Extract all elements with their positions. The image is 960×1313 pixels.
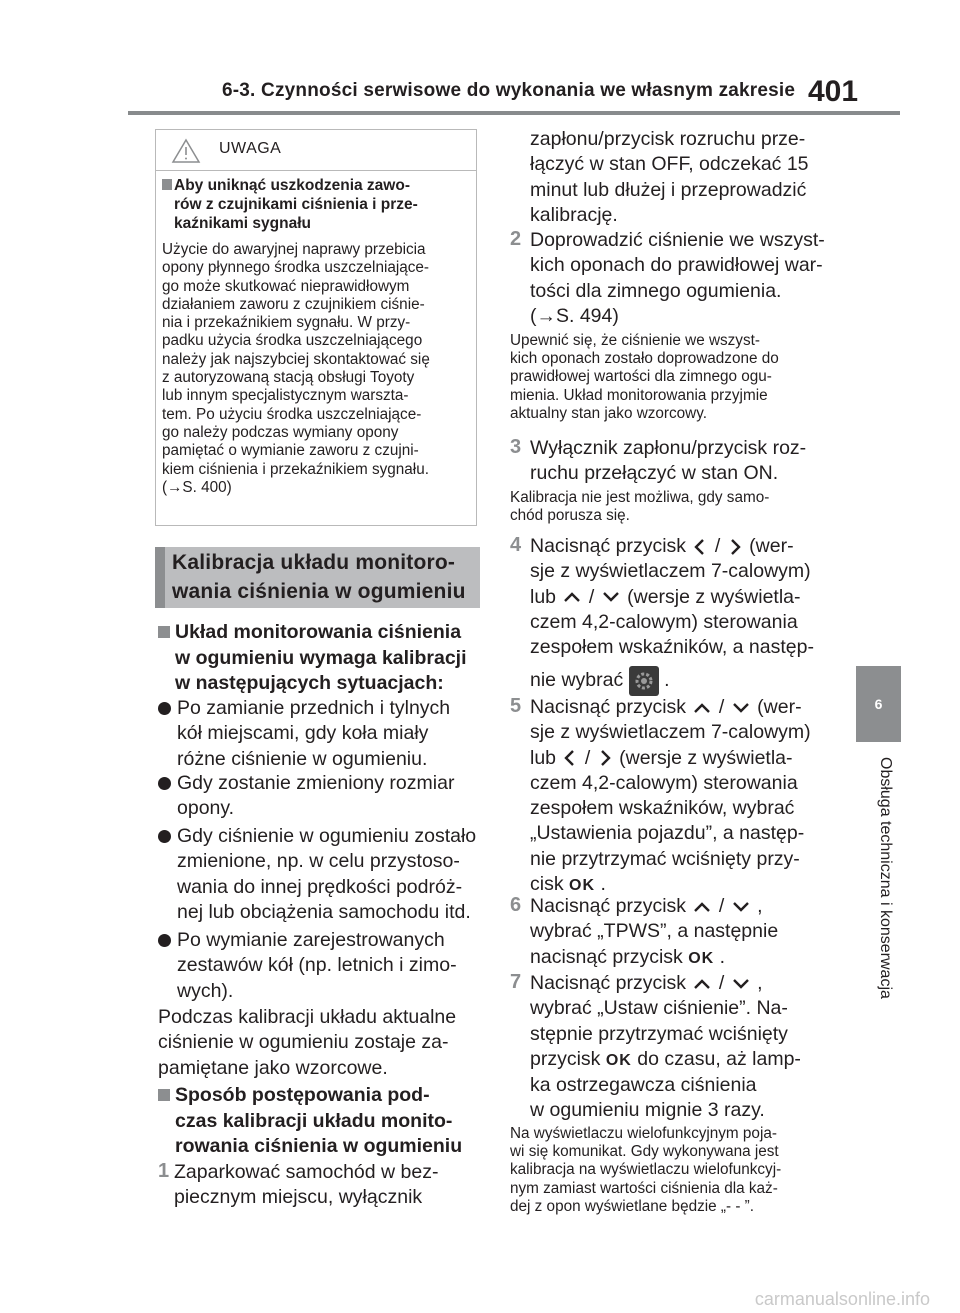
warning-body-line: opony płynnego środka uszczelniające-: [162, 259, 430, 277]
step-text: lub: [530, 746, 557, 769]
step-7-note: [510, 1125, 860, 1216]
list-item: [158, 928, 483, 1004]
step-text: .: [600, 873, 606, 896]
warning-body-line: nia i przekaźnikiem sygnału. W przy-: [162, 314, 411, 332]
list-item-line: Gdy zostanie zmieniony rozmiar: [177, 772, 455, 794]
slash-text: /: [714, 535, 721, 557]
header-rule: [128, 111, 900, 115]
slash-text: /: [718, 972, 725, 994]
subheading-line: rowania ciśnienia w ogumieniu: [175, 1135, 463, 1157]
step-line: Doprowadzić ciśnienie we wszyst-: [530, 229, 825, 251]
step-number: 1: [158, 1160, 170, 1182]
step-text: .: [664, 669, 670, 692]
list-item-line: różne ciśnienie w ogumieniu.: [177, 747, 428, 770]
step-text: Nacisnąć przycisk: [530, 535, 687, 557]
step-line: (→S. 494): [530, 304, 619, 327]
warning-body-line: działaniem zaworu z czujnikiem ciśnie-: [162, 295, 425, 313]
subheading-line: w ogumieniu wymaga kalibracji: [175, 646, 467, 669]
list-item-line: wych).: [177, 979, 234, 1002]
step-line: sje z wyświetlaczem 7-calowym): [530, 721, 811, 744]
step-line: stępnie przytrzymać wciśnięty: [530, 1022, 788, 1045]
step-line: sje z wyświetlaczem 7-calowym): [530, 560, 811, 583]
square-bullet-icon: [158, 1089, 170, 1101]
chevron-up-icon: [691, 899, 713, 915]
chapter-tab-title: Obsługa techniczna i konserwacja: [877, 757, 894, 999]
step-text: przycisk: [530, 1047, 601, 1070]
step-line: wybrać „Ustaw ciśnienie”. Na-: [530, 997, 788, 1020]
section-heading-line: Kalibracja układu monitoro-: [172, 551, 456, 574]
note-line: nym zamiast wartości ciśnienia dla każ-: [510, 1179, 778, 1197]
warning-body-line: pamiętać o wymianie zaworu z czujni-: [162, 442, 419, 460]
step-text: lub: [530, 585, 557, 608]
list-item: [158, 824, 483, 925]
step-2-note: [510, 332, 860, 423]
warning-body: [162, 241, 474, 497]
chevron-up-icon: [561, 589, 583, 605]
ok-button-icon: OK: [688, 949, 715, 967]
step-3: [510, 436, 860, 487]
section-heading-bar: [155, 547, 165, 608]
chevron-down-icon: [730, 899, 752, 915]
list-item-line: opony.: [177, 797, 235, 820]
list-item-line: Po zamianie przednich i tylnych: [177, 697, 451, 719]
step-line: ka ostrzegawcza ciśnienia: [530, 1074, 757, 1097]
warning-body-line: lub innym specjalistycznym warszta-: [162, 387, 409, 405]
list-item-line: nej lub obciążenia samochodu itd.: [177, 900, 471, 923]
subheading-calibration-procedure: [158, 1083, 483, 1160]
step-text: Nacisnąć przycisk: [530, 895, 687, 917]
ok-button-icon: OK: [569, 877, 596, 895]
note-line: chód porusza się.: [510, 507, 630, 525]
step-text: .: [719, 945, 726, 968]
chevron-down-icon: [730, 700, 752, 716]
step-line: czem 4,2-calowym) sterowania: [530, 771, 798, 794]
chevron-left-icon: [691, 537, 709, 557]
list-item-line: zestawów kół (np. letnich i zimo-: [177, 954, 457, 977]
list-item-line: wania do innej prędkości podróż-: [177, 875, 463, 898]
list-item-line: Gdy ciśnienie w ogumieniu zostało: [177, 825, 477, 847]
list-item-line: zmienione, np. w celu przystoso-: [177, 850, 460, 873]
subheading-line: Układ monitorowania ciśnienia: [175, 621, 462, 643]
warning-heading: [162, 176, 474, 233]
step-line: nie przytrzymać wciśnięty przy-: [530, 847, 800, 870]
subheading-line: czas kalibracji układu monito-: [175, 1109, 453, 1132]
settings-gear-icon: [629, 666, 659, 696]
step-3-note: [510, 489, 860, 525]
step-line: Zaparkować samochód w bez-: [174, 1161, 439, 1183]
slash-text: /: [584, 746, 591, 769]
step-text: nie wybrać: [530, 669, 624, 692]
paragraph-line: Podczas kalibracji układu aktualne: [158, 1006, 457, 1028]
warning-body-line: go należy podczas wymiany opony: [162, 423, 399, 441]
chevron-right-icon: [596, 748, 614, 768]
step-6: [510, 894, 860, 971]
step-4: [510, 534, 860, 696]
step-line: zespołem wskaźników, a następ-: [530, 636, 814, 659]
note-line: Kalibracja nie jest możliwa, gdy samo-: [510, 489, 770, 506]
warning-body-line: należy jak najszybciej skontaktować się: [162, 350, 430, 368]
step-text: (wersje z wyświetla-: [619, 746, 793, 769]
list-item: [158, 696, 483, 772]
step-line: minut lub dłużej i przeprowadzić: [530, 178, 807, 201]
step-text: (wer-: [749, 535, 794, 557]
square-bullet-icon: [162, 179, 172, 190]
ok-button-icon: OK: [605, 1051, 632, 1069]
warning-body-line: z autoryzowaną stacją obsługi Toyoty: [162, 369, 415, 387]
step-line: tości dla zimnego ogumienia.: [530, 279, 782, 302]
warning-body-line: tem. Po użyciu środka uszczelniające-: [162, 405, 422, 423]
warning-label: UWAGA: [219, 140, 282, 157]
note-line: prawidłowej wartości dla zimnego ogu-: [510, 368, 772, 386]
chevron-left-icon: [561, 748, 579, 768]
chevron-up-icon: [691, 976, 713, 992]
warning-body-line: kiem ciśnienia i przekaźnikiem sygnału.: [162, 460, 429, 478]
step-text: Nacisnąć przycisk: [530, 972, 687, 994]
step-number: 3: [510, 436, 522, 458]
step-line: „Ustawienia pojazdu”, a następ-: [530, 822, 805, 845]
step-line: kalibrację.: [530, 203, 618, 226]
warning-heading-line: kaźnikami sygnału: [174, 215, 311, 232]
chevron-up-icon: [691, 700, 713, 716]
list-item-line: Po wymianie zarejestrowanych: [177, 929, 445, 951]
square-bullet-icon: [158, 626, 170, 638]
step-text: ,: [757, 972, 763, 994]
list-item-line: kół miejscami, gdy koła miały: [177, 722, 429, 745]
step-number: 2: [510, 228, 522, 250]
step-line: kich oponach do prawidłowej war-: [530, 254, 823, 277]
note-line: aktualny stan jako wzorcowy.: [510, 404, 707, 422]
chapter-tab-number: 6: [874, 696, 883, 712]
step-number: 7: [510, 971, 522, 993]
step-text: (wersje z wyświetla-: [627, 585, 801, 608]
step-1-continued: [530, 127, 860, 228]
note-line: dej z opon wyświetlane będzie „- - ”.: [510, 1197, 755, 1215]
step-number: 5: [510, 695, 522, 717]
step-7: [510, 971, 860, 1124]
note-line: kalibracja na wyświetlaczu wielofunkcyj-: [510, 1161, 782, 1179]
list-item: [158, 771, 483, 822]
watermark: carmanualsonline.info: [754, 1289, 930, 1309]
warning-heading-line: rów z czujnikami ciśnienia i prze-: [174, 196, 418, 213]
step-text: ,: [757, 895, 763, 917]
warning-body-line: padku użycia środka uszczelniającego: [162, 332, 423, 350]
section-heading: [172, 548, 478, 606]
chevron-down-icon: [730, 976, 752, 992]
chevron-down-icon: [600, 589, 622, 605]
warning-triangle-icon: [171, 138, 201, 164]
step-1: [158, 1160, 483, 1211]
bullet-dot-icon: [158, 830, 171, 843]
subheading-calibration-situations: [158, 620, 483, 697]
step-text: cisk: [530, 873, 564, 896]
chevron-right-icon: [726, 537, 744, 557]
subheading-line: Sposób postępowania pod-: [175, 1084, 430, 1106]
step-line: w ogumieniu mignie 3 razy.: [530, 1099, 765, 1122]
step-text: (wer-: [757, 696, 802, 718]
step-number: 4: [510, 534, 522, 556]
note-line: mienia. Układ monitorowania przyjmie: [510, 386, 768, 404]
step-line: czem 4,2-calowym) sterowania: [530, 610, 798, 633]
warning-body-line: Użycie do awaryjnej naprawy przebicia: [162, 241, 426, 258]
paragraph-line: ciśnienie w ogumieniu zostaje za-: [158, 1031, 449, 1054]
bullet-dot-icon: [158, 934, 171, 947]
step-line: zespołem wskaźników, wybrać: [530, 797, 795, 820]
paragraph-line: pamiętane jako wzorcowe.: [158, 1056, 388, 1079]
step-text: nacisnąć przycisk: [530, 945, 683, 968]
slash-text: /: [588, 585, 595, 608]
step-line: wybrać „TPWS”, a następnie: [530, 920, 779, 943]
note-line: Upewnić się, że ciśnienie we wszyst-: [510, 332, 760, 349]
step-text: Nacisnąć przycisk: [530, 696, 687, 718]
bullet-dot-icon: [158, 702, 171, 715]
warning-separator: [156, 170, 476, 171]
step-line: ruchu przełączyć w stan ON.: [530, 462, 779, 485]
slash-text: /: [718, 895, 725, 917]
step-2: [510, 228, 860, 329]
section-heading-line: wania ciśnienia w ogumieniu: [172, 580, 466, 603]
slash-text: /: [718, 696, 725, 718]
note-line: kich oponach zostało doprowadzone do: [510, 350, 779, 368]
step-line: Wyłącznik zapłonu/przycisk roz-: [530, 437, 807, 459]
page-number: 401: [808, 75, 859, 108]
note-line: wi się komunikat. Gdy wykonywana jest: [510, 1143, 779, 1161]
warning-heading-line: Aby uniknąć uszkodzenia zawo-: [174, 177, 410, 194]
warning-body-line: (→S. 400): [162, 478, 232, 496]
step-line: piecznym miejscu, wyłącznik: [174, 1186, 423, 1209]
bullet-dot-icon: [158, 777, 171, 790]
step-line: zapłonu/przycisk rozruchu prze-: [530, 128, 806, 150]
step-5: [510, 695, 860, 898]
warning-body-line: go może skutkować nieprawidłowym: [162, 277, 410, 295]
note-line: Na wyświetlaczu wielofunkcyjnym poja-: [510, 1125, 777, 1142]
subheading-line: w następujących sytuacjach:: [175, 672, 444, 694]
step-line: łączyć w stan OFF, odczekać 15: [530, 153, 809, 176]
running-header-title: 6-3. Czynności serwisowe do wykonania we własnym zakresie: [222, 80, 796, 101]
paragraph: [158, 1005, 483, 1081]
step-text: do czasu, aż lamp-: [637, 1047, 801, 1070]
step-number: 6: [510, 894, 522, 916]
